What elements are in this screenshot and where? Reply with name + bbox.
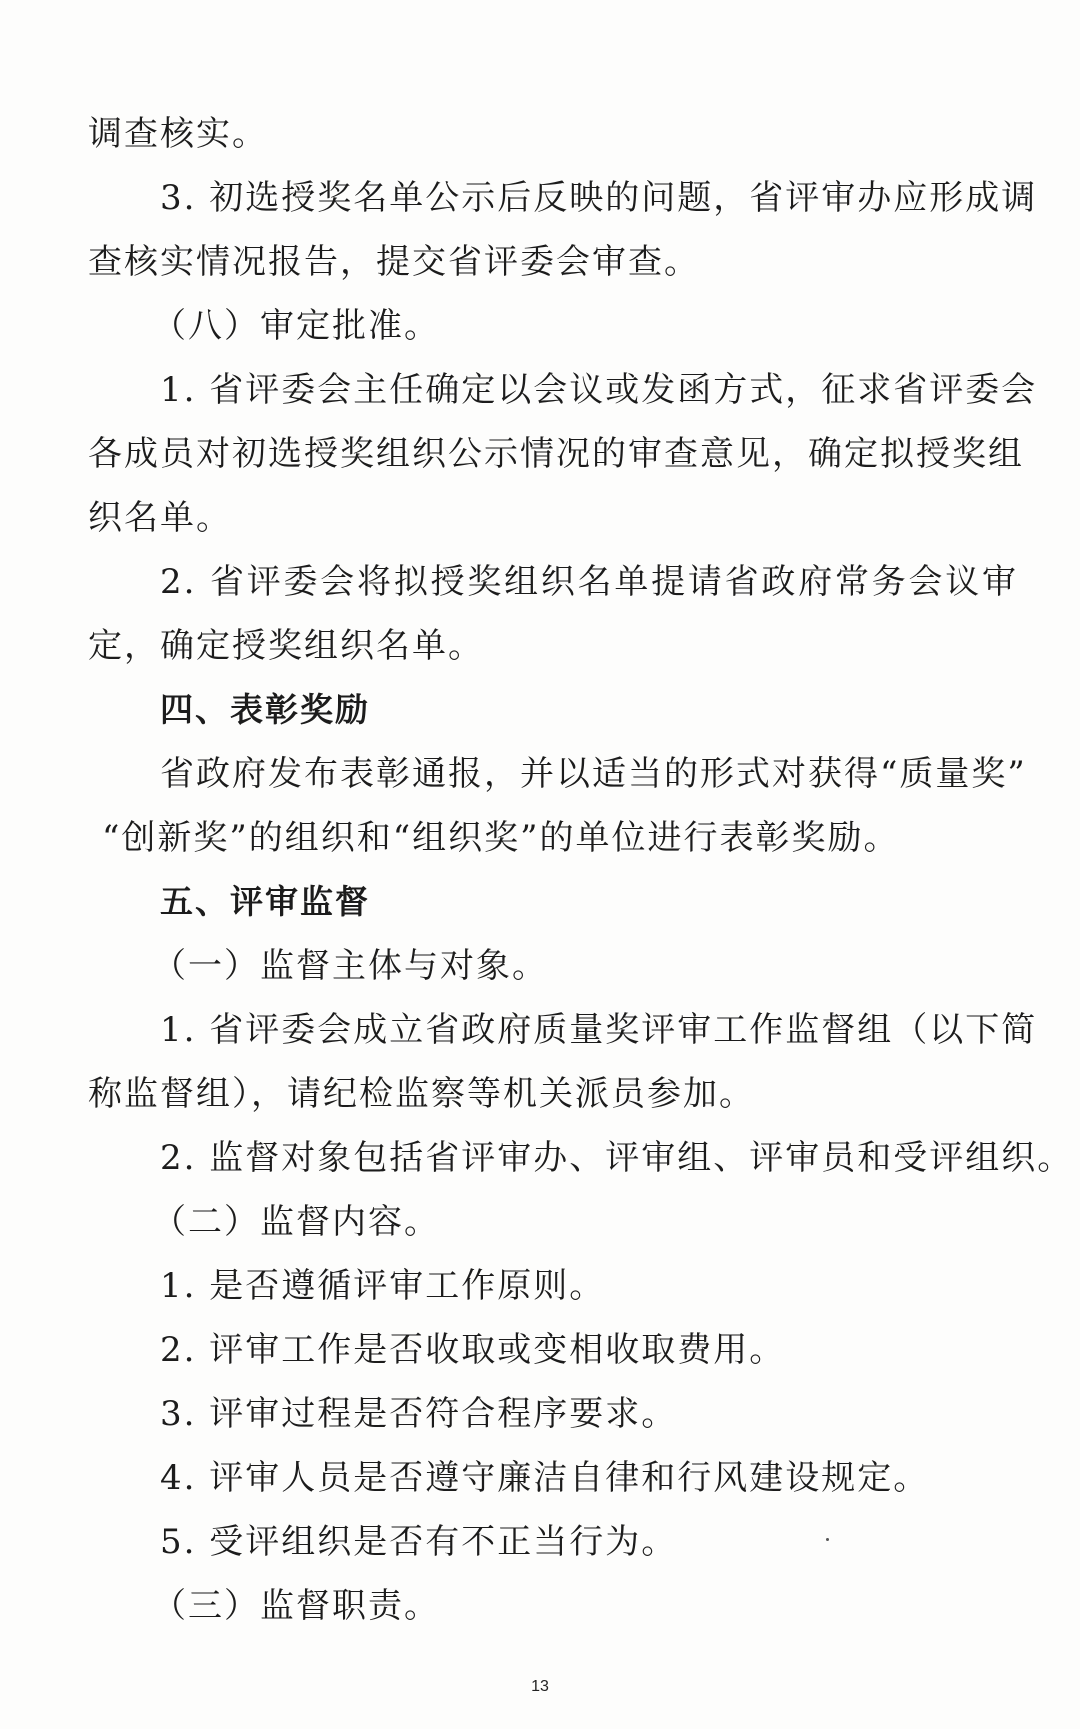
text-line: 3. 评审过程是否符合程序要求。 [160,1394,678,1434]
page-number: 13 [531,1678,549,1695]
text-line: 定，确定授奖组织名单。 [88,626,484,666]
text-line: 织名单。 [88,498,232,538]
text-line: 1. 省评委会成立省政府质量奖评审工作监督组（以下简 [160,1010,1038,1050]
text-line: 4. 评审人员是否遵守廉洁自律和行风建设规定。 [160,1458,930,1498]
section-subheading: （二）监督内容。 [152,1202,440,1242]
section-subheading: （八）审定批准。 [152,306,440,346]
text-line: 称监督组），请纪检监察等机关派员参加。 [88,1074,755,1114]
text-line: 各成员对初选授奖组织公示情况的审查意见，确定拟授奖组 [88,434,1024,474]
text-line: 3. 初选授奖名单公示后反映的问题，省评审办应形成调 [160,178,1038,218]
text-line: 2. 监督对象包括省评审办、评审组、评审员和受评组织。 [160,1138,1074,1178]
text-line: 1. 是否遵循评审工作原则。 [160,1266,606,1306]
section-heading: 五、评审监督 [160,882,370,921]
section-heading: 四、表彰奖励 [160,690,370,729]
section-subheading: （一）监督主体与对象。 [152,946,548,986]
text-line: 2. 评审工作是否收取或变相收取费用。 [160,1330,786,1370]
text-line: 1. 省评委会主任确定以会议或发函方式，征求省评委会 [160,370,1038,410]
text-line: “创新奖”的组织和“组织奖”的单位进行表彰奖励。 [102,818,900,858]
text-line: 省政府发布表彰通报，并以适当的形式对获得“质量奖” [160,754,1027,794]
text-line: 5. 受评组织是否有不正当行为。 [160,1522,678,1562]
text-line: 查核实情况报告，提交省评委会审查。 [88,242,700,282]
text-line: 调查核实。 [88,114,268,154]
scan-speck [826,1538,829,1541]
section-subheading: （三）监督职责。 [152,1586,440,1626]
document-body [88,102,1074,1638]
text-line: 2. 省评委会将拟授奖组织名单提请省政府常务会议审 [160,562,1018,602]
